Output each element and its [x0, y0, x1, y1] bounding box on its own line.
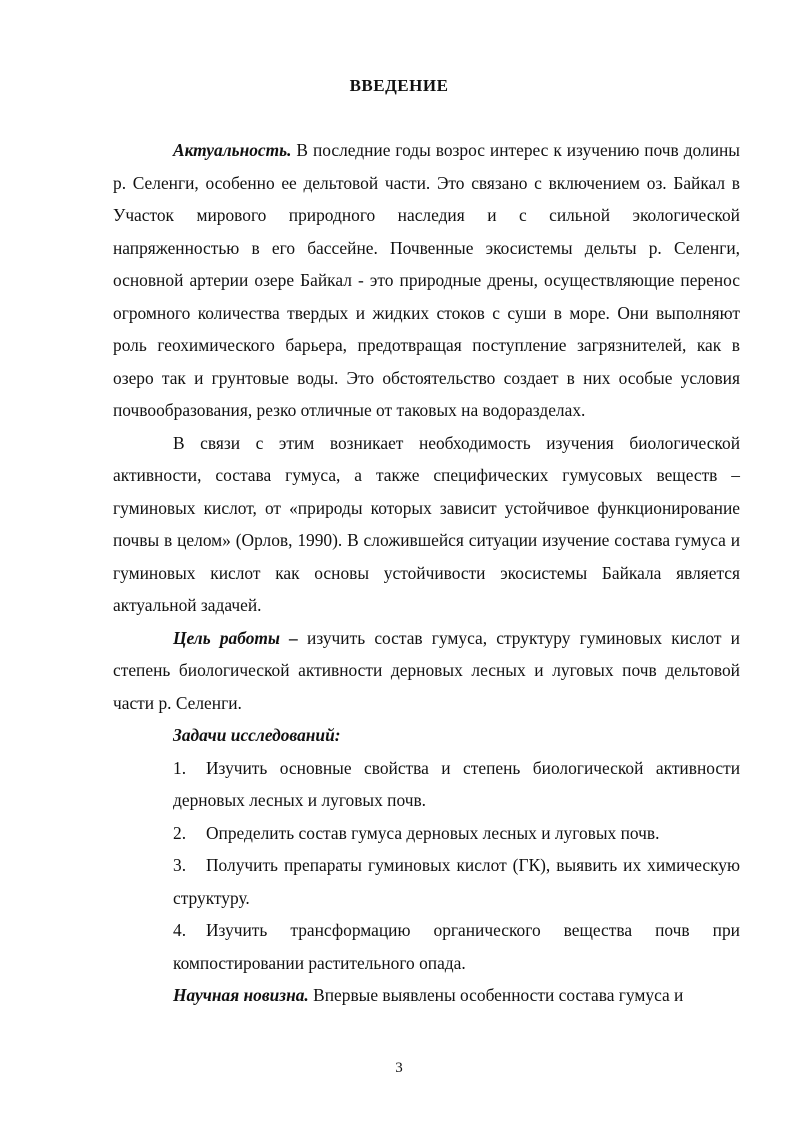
goal-text: изучить состав гумуса, структуру гуминовых кислот и степень биологической активности дерновых лесных и луговых почв дельтовой части р. Селенги. — [113, 627, 740, 713]
page-number: 3 — [395, 1060, 403, 1076]
relevance-lead: Актуальность. — [173, 140, 292, 160]
task-number: 1. — [173, 757, 187, 778]
task-text: Изучить трансформацию органического вещества почв при компостировании растительного опада. — [173, 920, 740, 973]
task-text: Определить состав гумуса дерновых лесных и луговых почв. — [206, 822, 660, 843]
task-text: Получить препараты гуминовых кислот (ГК), выявить их химическую структуру. — [173, 855, 740, 908]
relevance-text: В последние годы возрос интерес к изучению почв долины р. Селенги, особенно ее дельтовой части. Это связано с включением оз. Байкал в Участок мирового природного наследия и с сильной экологической напряженностью в его бассейне. Почвенные экосистемы дельты р. Селенги, основной артерии озере Байкал - это природные дрены, осуществляющие перенос огромного количества твердых и жидких стоков с суши в море. Они выполняют роль геохимического барьера, предотвращая поступление загрязнителей, как в озеро так и грунтовые воды. Это обстоятельство создает в них особые условия почвообразования, резко отличные от таковых на водоразделах. — [113, 140, 740, 420]
goal-lead: Цель работы – — [173, 627, 298, 648]
paragraph-goal — [113, 622, 740, 720]
task-item — [113, 752, 740, 817]
necessity-text: В связи с этим возникает необходимость изучения биологической активности, состава гумуса, а также специфических гумусовых веществ – гуминовых кислот, от «природы которых зависит устойчивое функционирование почвы в целом» (Орлов, 1990). В сложившейся ситуации изучение состава гумуса и гуминовых кислот как основы устойчивости экосистемы Байкала является актуальной задачей. — [113, 432, 740, 615]
paragraph-relevance — [113, 134, 740, 427]
paragraph-necessity — [113, 427, 740, 622]
task-number: 2. — [173, 822, 187, 843]
paragraph-novelty — [113, 979, 740, 1012]
task-item — [113, 849, 740, 914]
task-text: Изучить основные свойства и степень биологической активности дерновых лесных и луговых почв. — [173, 757, 740, 810]
tasks-heading-text: Задачи исследований: — [173, 725, 341, 745]
tasks-heading — [113, 719, 740, 752]
task-number: 3. — [173, 855, 187, 875]
novelty-text: Впервые выявлены особенности состава гумуса и — [308, 985, 684, 1005]
task-item — [113, 817, 740, 850]
page-title: ВВЕДЕНИЕ — [349, 76, 449, 95]
body-text — [113, 134, 740, 1012]
task-number: 4. — [173, 920, 187, 940]
task-item — [113, 914, 740, 979]
novelty-lead: Научная новизна. — [173, 985, 309, 1005]
